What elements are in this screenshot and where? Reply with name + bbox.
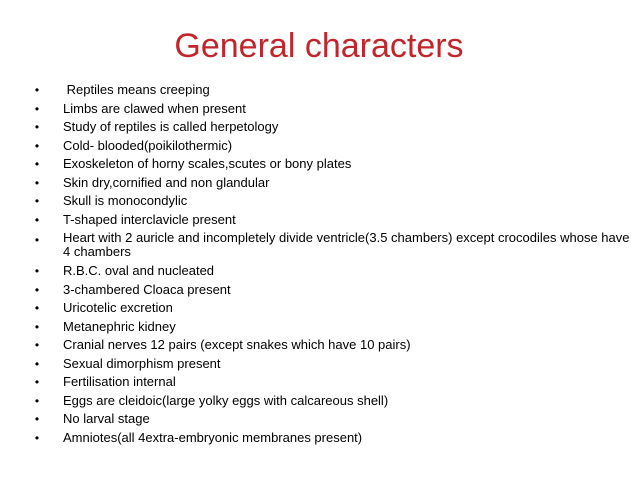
- bullet-dot-icon: •: [34, 101, 40, 116]
- bullet-text: Cranial nerves 12 pairs (except snakes which have 10 pairs): [63, 337, 411, 352]
- bullet-item: [31, 336, 631, 355]
- bullet-dot-icon: •: [34, 83, 40, 97]
- bullet-dot-icon: •: [34, 157, 40, 171]
- bullet-text: Eggs are cleidoic(large yolky eggs with calcareous shell): [63, 392, 389, 408]
- bullet-list: [31, 81, 631, 447]
- bullet-item: [31, 373, 631, 392]
- bullet-dot-icon: •: [34, 233, 40, 247]
- bullet-item: [31, 429, 631, 448]
- bullet-dot-icon: •: [34, 264, 40, 278]
- bullet-text: No larval stage: [63, 411, 150, 426]
- bullet-text: Sexual dimorphism present: [63, 355, 221, 371]
- bullet-dot-icon: •: [34, 282, 40, 297]
- bullet-item: [31, 262, 631, 281]
- bullet-item: [31, 299, 631, 318]
- bullet-item: [31, 229, 631, 262]
- bullet-item: [31, 410, 631, 429]
- bullet-text: Amniotes(all 4extra-embryonic membranes present): [63, 429, 363, 445]
- bullet-item: [31, 155, 631, 174]
- bullet-dot-icon: •: [34, 175, 40, 190]
- bullet-text: Cold- blooded(poikilothermic): [63, 137, 233, 153]
- bullet-text: Study of reptiles is called herpetology: [63, 119, 279, 134]
- bullet-text: Heart with 2 auricle and incompletely divide ventricle(3.5 chambers) except crocodiles whose have 4 chambers: [63, 230, 630, 259]
- bullet-item: [31, 355, 631, 374]
- bullet-item: [31, 392, 631, 411]
- bullet-text: T-shaped interclavicle present: [63, 211, 236, 227]
- bullet-dot-icon: •: [34, 375, 40, 389]
- bullet-item: [31, 192, 631, 211]
- bullet-item: [31, 174, 631, 193]
- bullet-dot-icon: •: [34, 194, 40, 208]
- bullet-text: Uricotelic excretion: [63, 300, 173, 315]
- bullet-dot-icon: •: [34, 430, 40, 445]
- bullet-text: Skin dry,cornified and non glandular: [63, 174, 270, 190]
- bullet-dot-icon: •: [34, 393, 40, 408]
- bullet-text: R.B.C. oval and nucleated: [63, 263, 215, 278]
- bullet-text: Reptiles means creeping: [63, 82, 210, 97]
- bullet-dot-icon: •: [34, 301, 40, 315]
- bullet-dot-icon: •: [34, 212, 40, 227]
- bullet-dot-icon: •: [34, 412, 40, 426]
- bullet-text: Skull is monocondylic: [63, 193, 188, 208]
- bullet-text: Exoskeleton of horny scales,scutes or bony plates: [63, 156, 352, 171]
- bullet-text: Metanephric kidney: [63, 318, 176, 334]
- bullet-text: Fertilisation internal: [63, 374, 176, 389]
- bullet-dot-icon: •: [34, 356, 40, 371]
- bullet-item: [31, 137, 631, 156]
- bullet-item: [31, 118, 631, 137]
- bullet-dot-icon: •: [34, 319, 40, 334]
- bullet-text: 3-chambered Cloaca present: [63, 281, 231, 297]
- bullet-text: Limbs are clawed when present: [63, 100, 246, 116]
- bullet-dot-icon: •: [34, 120, 40, 134]
- bullet-item: [31, 281, 631, 300]
- bullet-item: [31, 211, 631, 230]
- bullet-dot-icon: •: [34, 138, 40, 153]
- bullet-item: [31, 81, 631, 100]
- bullet-dot-icon: •: [34, 338, 40, 352]
- slide-title: General characters: [174, 27, 464, 65]
- bullet-item: [31, 318, 631, 337]
- bullet-item: [31, 100, 631, 119]
